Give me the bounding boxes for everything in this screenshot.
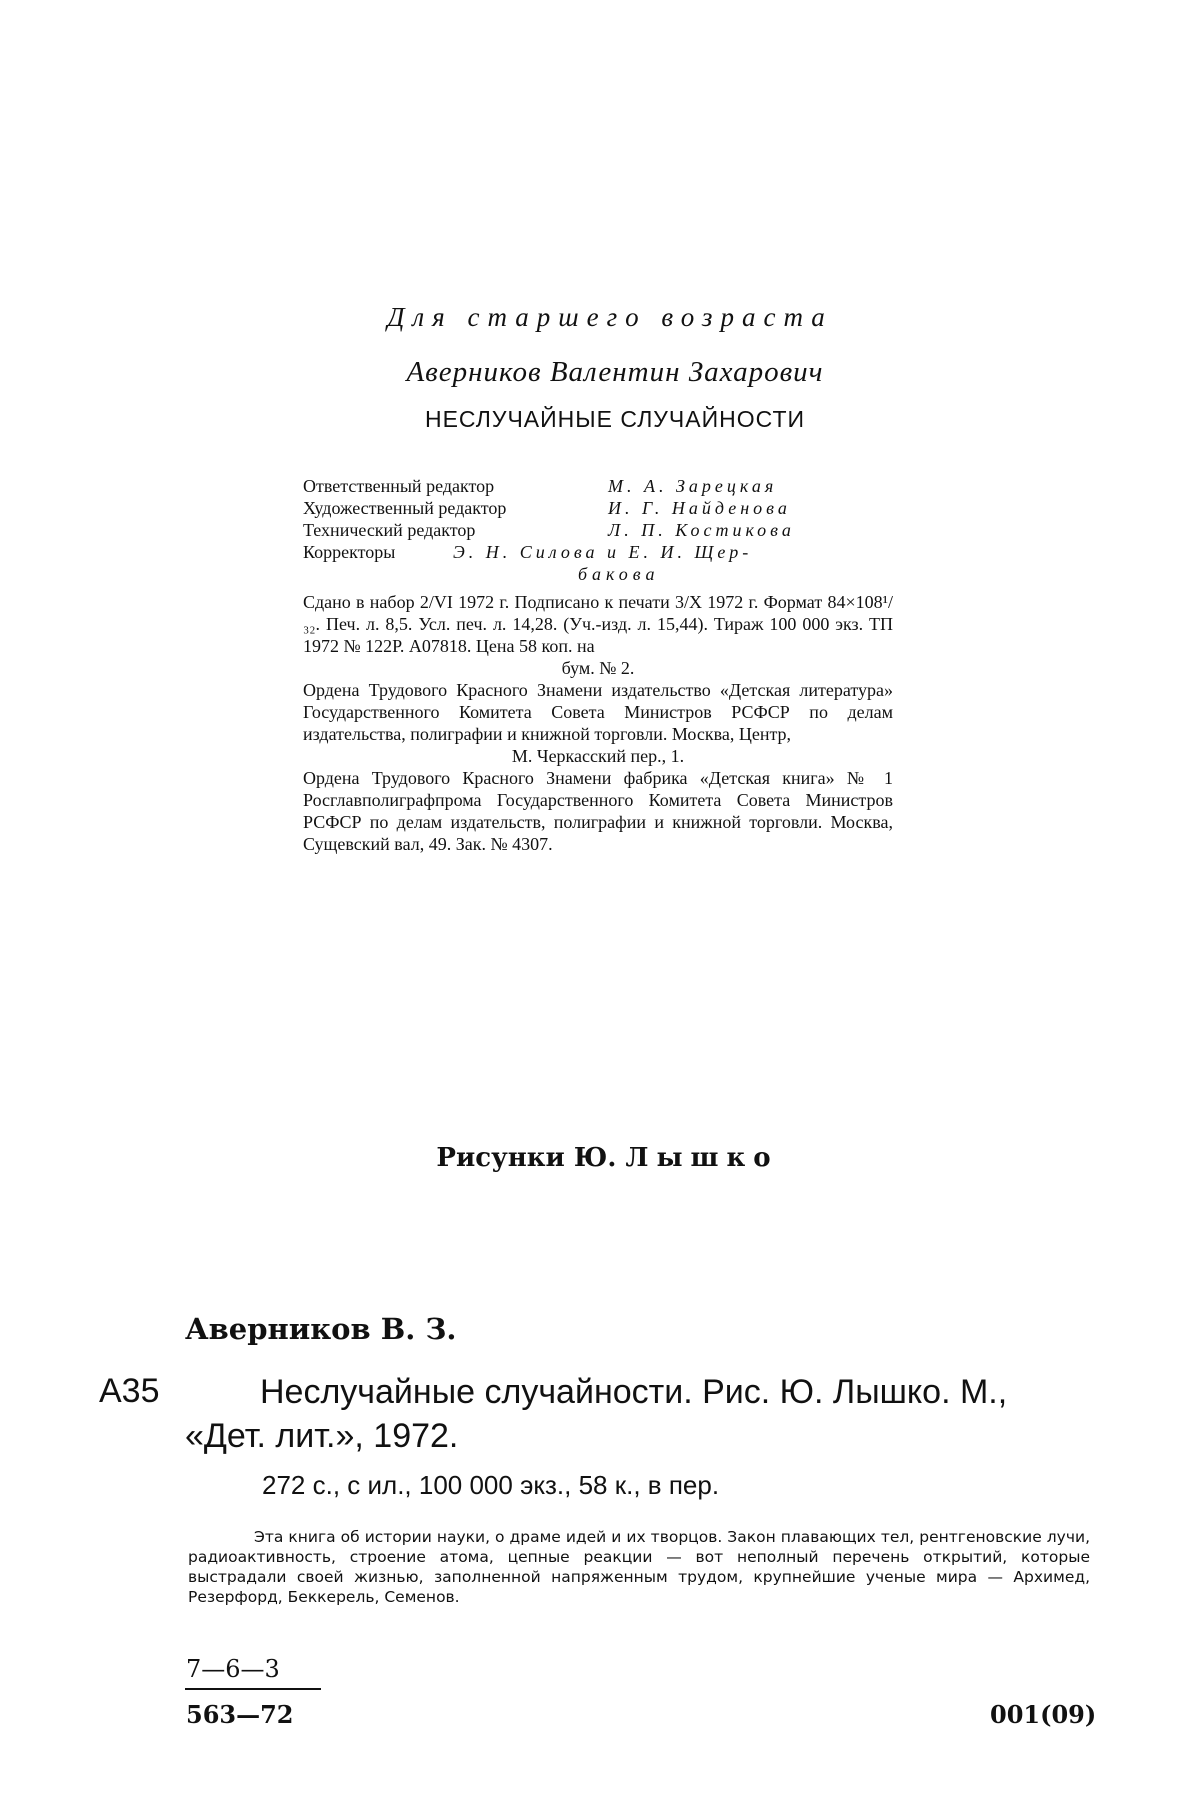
catalog-physical-description: 272 с., с ил., 100 000 экз., 58 к., в пер. [262,1470,720,1500]
illustrator-prefix: Рисунки Ю. [436,1143,617,1173]
illustrator-credit [0,1143,1200,1173]
credit-art-editor [303,497,893,519]
age-group-label: Для старшего возраста [387,302,833,332]
catalog-author: Аверников В. З. [185,1312,457,1346]
credit-role: Художественный редактор [303,498,507,518]
catalog-index-bottom: 563—72 [186,1700,294,1729]
publisher-info: Ордена Трудового Красного Знамени издательство «Детская литература» Государственного Комитета Совета Министров РСФСР по делам издательства, полиграфии и книжной торговли. Москва, Центр, [303,680,893,744]
credit-names: Л. П. Костикова [608,520,795,540]
credit-role: Корректоры [303,542,396,562]
credit-proofreaders [303,541,893,563]
illustrator-name: Лышко [625,1143,779,1173]
credit-names: И. Г. Найденова [608,498,791,518]
printer-info: Ордена Трудового Красного Знамени фабрика «Детская книга» № 1 Росглавполиграфпрома Государственного Комитета Совета Министров РСФСР по делам издательств, полиграфии и книжной торговли. Москва, Сущевский вал, 49. Зак. № 4307. [303,768,893,854]
catalog-description-line2: «Дет. лит.», 1972. [185,1417,459,1455]
credit-names: М. А. Зарецкая [608,476,778,496]
catalog-fraction-rule [185,1688,321,1690]
production-details-end: бум. № 2. [561,658,635,678]
catalog-udc: 001(09) [990,1700,1097,1729]
credit-continuation: бакова [578,564,660,584]
catalog-annotation: Эта книга об истории науки, о драме идей и их творцов. Закон плавающих тел, рентгеновские лучи, радиоактивность, строение атома, цепные реакции — вот неполный перечень открытий, которые выстрадали своей жизнью, заполненной напряженным трудом, крупнейшие ученые мира — Архимед, Резерфорд, Беккерель, Семенов. [188,1528,1090,1606]
credit-editor [303,475,893,497]
catalog-description-line1: Неслучайные случайности. Рис. Ю. Лышко. М., [260,1373,1008,1411]
credit-role: Ответственный редактор [303,476,495,496]
credit-role: Технический редактор [303,520,476,540]
catalog-code: А35 [99,1372,160,1410]
catalog-index-top: 7—6—3 [186,1655,280,1683]
production-details: Сдано в набор 2/VI 1972 г. Подписано к печати 3/X 1972 г. Формат 84×108¹/₃₂. Печ. л. 8,5. Усл. печ. л. 14,28. (Уч.-изд. л. 15,44). Тираж 100 000 экз. ТП 1972 № 122Р. А07818. Цена 58 коп. на [303,592,893,656]
author-full-name: Аверников Валентин Захарович [406,356,824,388]
credit-tech-editor [303,519,893,541]
publisher-address: М. Черкасский пер., 1. [511,746,685,766]
imprint-credits [303,475,893,855]
catalog-description [185,1370,1095,1458]
credit-names: Э. Н. Силова и Е. И. Щер- [453,542,753,562]
book-title: НЕСЛУЧАЙНЫЕ СЛУЧАЙНОСТИ [424,406,806,432]
